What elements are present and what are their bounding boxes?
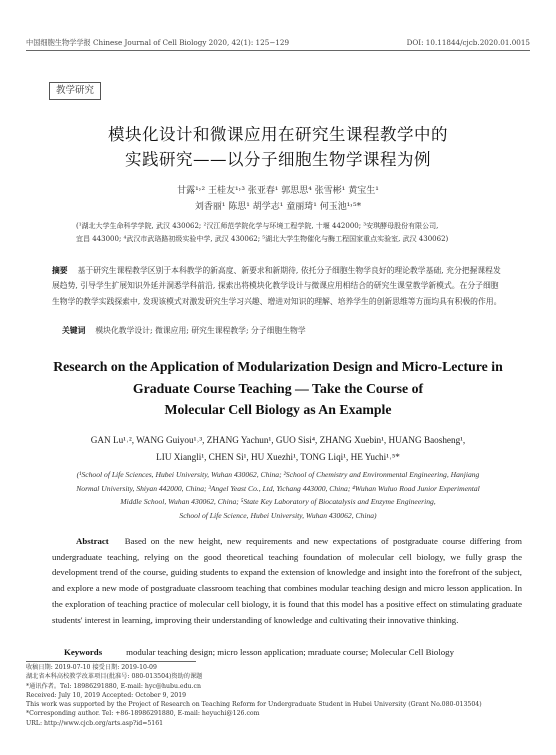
chinese-author-line: 刘香丽¹ 陈思¹ 胡学志¹ 童丽琦¹ 何玉池¹˒⁵* xyxy=(194,202,362,212)
english-keywords xyxy=(64,645,522,659)
footnote-line: This work was supported by the Project of Research on Teaching Reform for Undergraduate Student in Hubei University (Grant No.080-013504) xyxy=(26,701,482,709)
english-abstract-text: Based on the new height, new requirements and new expectations of postgraduate course differing from undergraduate teaching, relying on the good theoretical teaching foundation of molecular cell biology, we fully grasp the development trend of the course, guiding students to expand the extension of knowledge and insight into the forefront of the subject, and explore a new mode of postgraduate classroom teaching that combines modular teaching design and micro lesson application. In the exploration of teaching practice of molecular cell biology, it is found that this model has a positive effect on stimulating graduate students' interest in learning, improving their understanding of knowledge and cultivating their innovative thinking. xyxy=(52,536,522,625)
english-title-line: Molecular Cell Biology as An Example xyxy=(164,402,392,417)
chinese-abstract-text: 基于研究生课程教学区别于本科教学的新高度、新要求和新期待, 依托分子细胞生物学良好的理论教学基础, 充分把握课程发展趋势, 引导学生扩展知识外延并洞悉学科前沿, 探索出将模块化教学设计与微课应用相结合的研究生课堂教学新模式。在分子细胞生物学的教学实践探索中, 发现该模式对激发研究生学习兴趣、增进对知识的理解、培养学生的创新思维等方面均具有积极的作用。 xyxy=(52,266,502,306)
english-abstract-label: Abstract xyxy=(76,536,109,546)
footnotes xyxy=(26,663,530,728)
english-affiliation-line: Normal University, Shiyan 442000, China; ³Angel Yeast Co., Ltd, Yichang 443000, China; ⁴Wuhan Wuluo Road Junior Experimental xyxy=(76,483,480,493)
footnote-url[interactable]: URL: http://www.cjcb.org/arts.asp?id=5161 xyxy=(26,719,164,727)
footnote-line: *通讯作者。Tel: 18986291880, E-mail: hyc@hubu.edu.cn xyxy=(26,682,201,690)
english-affiliation-line: (¹School of Life Sciences, Hubei University, Wuhan 430062, China; ²School of Chemistry and Environmental Engineering, Hanjiang xyxy=(76,470,480,479)
chinese-title-line: 实践研究——以分子细胞生物学课程为例 xyxy=(125,150,431,169)
english-affiliation-line: Middle School, Wuhan 430062, China; ⁵State Key Laboratory of Biocatalysis and Enzyme Engineering, xyxy=(120,497,436,507)
journal-citation: 中国细胞生物学学报 Chinese Journal of Cell Biology 2020, 42(1): 125−129 xyxy=(26,38,290,47)
english-author-line: LIU Xiangli¹, CHEN Si¹, HU Xuezhi¹, TONG Liqi¹, HE Yuchi¹˒⁵* xyxy=(156,452,400,462)
footnote-line: 收稿日期: 2019-07-10 接受日期: 2019-10-09 xyxy=(26,664,157,671)
english-keywords-label: Keywords xyxy=(64,647,103,657)
footnote-line: 湖北省本科高校教学改革项目(批准号: 080-013504)资助的课题 xyxy=(26,673,203,681)
chinese-keywords xyxy=(62,324,504,338)
english-authors xyxy=(40,432,516,466)
chinese-keywords-text: 模块化教学设计; 微课应用; 研究生课程教学; 分子细胞生物学 xyxy=(95,326,306,335)
english-keywords-text: modular teaching design; micro lesson application; mraduate course; Molecular Cell Biology xyxy=(126,647,454,657)
doi-label: DOI: 10.11844/cjcb.2020.01.0015 xyxy=(406,38,530,47)
english-affiliations xyxy=(40,468,516,522)
chinese-abstract-label: 摘要 xyxy=(52,266,68,275)
running-header xyxy=(26,38,530,48)
chinese-affiliation-line: (¹湖北大学生命科学学院, 武汉 430062; ²汉江师范学院化学与环境工程学院, 十堰 442000; ³安琪酵母股份有限公司, xyxy=(76,222,439,230)
section-tag: 教学研究 xyxy=(49,82,101,100)
english-title-line: Research on the Application of Modularization Design and Micro-Lecture in xyxy=(53,359,503,374)
chinese-authors xyxy=(0,183,556,215)
chinese-author-line: 甘露¹˒² 王桂友¹˒³ 张亚春¹ 郭思思⁴ 张雪彬¹ 黄宝生¹ xyxy=(177,186,379,196)
chinese-affiliation-line: 宜昌 443000; ⁴武汉市武珞路初级实验中学, 武汉 430062; ⁵湖北大学生物催化与酶工程国家重点实验室, 武汉 430062) xyxy=(76,235,449,243)
footnote-line: Received: July 10, 2019 Accepted: October 9, 2019 xyxy=(26,691,187,699)
chinese-title xyxy=(0,122,556,172)
english-title xyxy=(0,356,556,421)
footnote-line: *Corresponding author. Tel: +86-18986291880, E-mail: heyuchi@126.com xyxy=(26,710,260,718)
english-title-line: Graduate Course Teaching — Take the Course of xyxy=(132,380,424,396)
header-rule xyxy=(26,50,530,51)
chinese-affiliations xyxy=(76,220,480,246)
english-affiliation-line: School of Life Science, Hubei University, Wuhan 430062, China) xyxy=(179,510,377,520)
footnote-rule xyxy=(26,661,196,662)
english-author-line: GAN Lu¹˒², WANG Guiyou¹˒³, ZHANG Yachun¹, GUO Sisi⁴, ZHANG Xuebin¹, HUANG Baosheng¹, xyxy=(90,435,466,445)
english-abstract xyxy=(52,534,522,628)
chinese-abstract xyxy=(52,263,504,309)
chinese-title-line: 模块化设计和微课应用在研究生课程教学中的 xyxy=(108,125,448,144)
chinese-keywords-label: 关键词 xyxy=(62,326,86,335)
